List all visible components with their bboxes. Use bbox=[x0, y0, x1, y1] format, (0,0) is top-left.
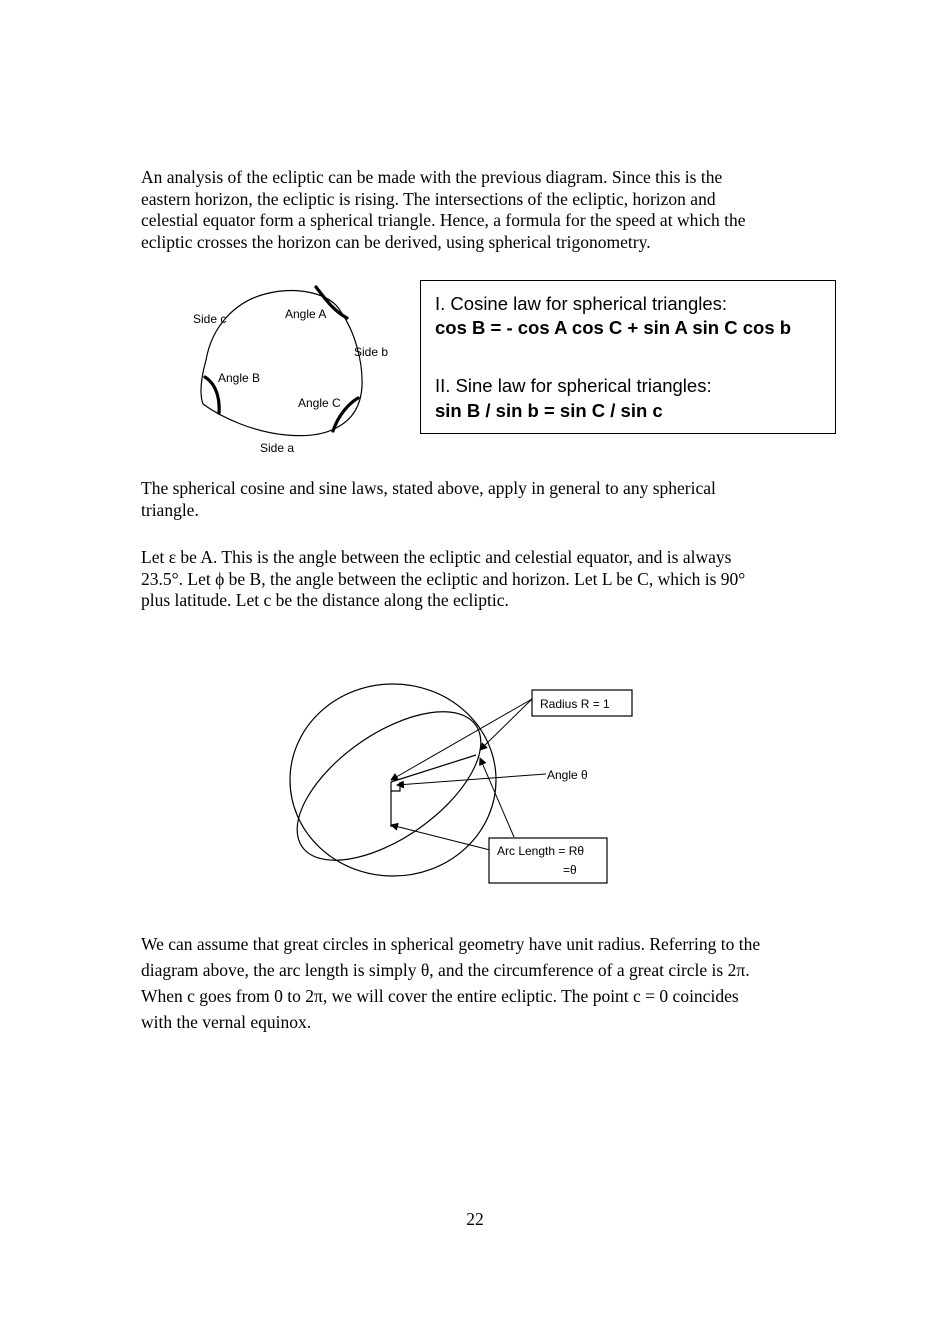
intro-line-2: eastern horizon, the ecliptic is rising. The intersections of the ecliptic, horizon and bbox=[141, 188, 716, 209]
intro-paragraph bbox=[141, 167, 821, 253]
sine-law-title: II. Sine law for spherical triangles: bbox=[435, 375, 712, 396]
closing-line-4: with the vernal equinox. bbox=[141, 1012, 312, 1032]
spherical-laws-box bbox=[420, 280, 836, 434]
side-a-label: Side a bbox=[260, 441, 295, 455]
page-number: 22 bbox=[466, 1209, 484, 1229]
angle-label: Angle θ bbox=[547, 768, 588, 782]
arc-length-line-2: =θ bbox=[563, 863, 577, 877]
triangle-side-b bbox=[336, 312, 362, 428]
right-angle-marker bbox=[391, 782, 400, 791]
spherical-triangle-diagram bbox=[180, 278, 410, 463]
definitions-line-2: 23.5°. Let ϕ be B, the angle between the ecliptic and horizon. Let L be C, which is 90° bbox=[141, 568, 746, 589]
intro-line-1: An analysis of the ecliptic can be made with the previous diagram. Since this is the bbox=[141, 167, 723, 187]
side-c-label: Side c bbox=[193, 312, 227, 326]
radius-label: Radius R = 1 bbox=[540, 697, 610, 711]
closing-paragraph bbox=[141, 931, 821, 1035]
definitions-line-3: plus latitude. Let c be the distance along the ecliptic. bbox=[141, 590, 509, 610]
radius-line-upper bbox=[391, 755, 476, 782]
arc-pointer-2 bbox=[480, 758, 514, 837]
angle-c-label: Angle C bbox=[298, 396, 341, 410]
cosine-law-title: I. Cosine law for spherical triangles: bbox=[435, 293, 728, 314]
arc-length-line-1: Arc Length = Rθ bbox=[497, 844, 585, 858]
general-line-2: triangle. bbox=[141, 499, 199, 520]
general-line-1: The spherical cosine and sine laws, stated above, apply in general to any spherical bbox=[141, 478, 716, 498]
cosine-law-formula: cos B = - cos A cos C + sin A sin C cos b bbox=[435, 317, 792, 338]
sine-law-formula: sin B / sin b = sin C / sin c bbox=[435, 400, 663, 421]
angle-pointer bbox=[397, 774, 546, 785]
closing-line-1: We can assume that great circles in spherical geometry have unit radius. Referring to the bbox=[141, 934, 761, 954]
definitions-line-1: Let ε be A. This is the angle between the ecliptic and celestial equator, and is always bbox=[141, 547, 732, 567]
intro-line-4: ecliptic crosses the horizon can be derived, using spherical trigonometry. bbox=[141, 231, 651, 252]
side-b-label: Side b bbox=[354, 345, 389, 359]
angle-a-label: Angle A bbox=[285, 307, 327, 321]
laws-general-paragraph bbox=[141, 478, 821, 521]
closing-line-3: When c goes from 0 to 2π, we will cover the entire ecliptic. The point c = 0 coincides bbox=[141, 986, 739, 1006]
great-circle-diagram bbox=[280, 678, 650, 893]
radius-pointer-1 bbox=[391, 699, 532, 780]
tilted-great-circle bbox=[280, 683, 506, 890]
definitions-paragraph bbox=[141, 547, 821, 612]
intro-line-3: celestial equator form a spherical triangle. Hence, a formula for the speed at which the bbox=[141, 210, 746, 230]
angle-b-label: Angle B bbox=[218, 371, 261, 385]
closing-line-2: diagram above, the arc length is simply θ, and the circumference of a great circle is 2π. bbox=[141, 960, 750, 980]
